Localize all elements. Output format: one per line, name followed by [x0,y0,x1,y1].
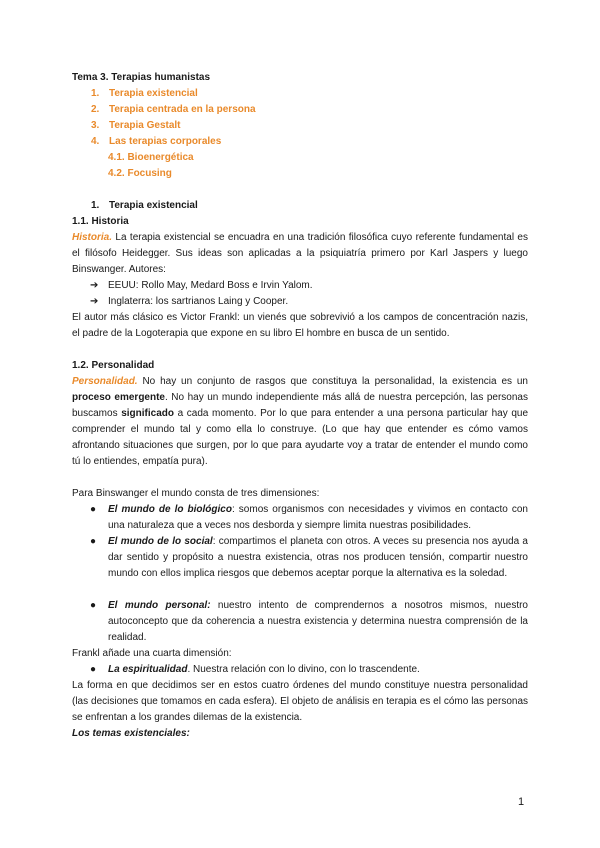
toc-item-4-label: Las terapias corporales [109,136,222,147]
toc-item-4-num: 4. [91,136,100,147]
personalidad-label: Personalidad. [72,376,138,387]
bullet-icon: ● [90,536,97,547]
toc-item-2-label: Terapia centrada en la persona [109,104,256,115]
dimension-personal-term: El mundo personal: [108,600,211,611]
personalidad-text-1: No hay un conjunto de rasgos que constituya la personalidad, la existencia es un [142,376,528,387]
arrow-icon: ➔ [90,280,99,291]
personalidad-text-3: a cada momento. Por lo que para entender a una persona particular hay que comprender el mundo tal y como ella lo construye. (Lo que hay que entender es cómo vamos afrontando situaciones que surgen, por lo que para ayudarte voy a tratar de entender el mundo como tú lo entiendes, empatía pura). [72,408,529,467]
arrow-icon: ➔ [90,296,99,307]
personalidad-text-2: . No hay un mundo independiente más allá de nuestra percepción, las personas buscamos [72,392,528,419]
dimension-personal [108,598,528,646]
bullet-icon: ● [90,664,97,675]
section-heading-title: Terapia existencial [109,200,198,211]
frankl-intro: Frankl añade una cuarta dimensión: [72,648,232,659]
dimension-espiritualidad-term: La espiritualidad [108,664,188,675]
bullet-icon: ● [90,600,97,611]
toc-item-2[interactable] [91,102,256,118]
dimension-social [108,534,528,582]
toc-item-3[interactable] [91,118,181,134]
dimension-social-term: El mundo de lo social [108,536,213,547]
dimension-personal-text: nuestro intento de comprendernos a nosotros mismos, nuestro autoconcepto que da coherencia a nuestra existencia y determina nuestra comprensión de la realidad. [108,600,528,643]
dimension-espiritualidad-text: . Nuestra relación con lo divino, con lo trascendente. [187,664,420,675]
page-number: 1 [518,796,525,808]
dimension-social-text: compartimos el planeta con otros. A veces su presencia nos ayuda a dar sentido y propósito a nuestra existencia, otras nos producen tensión, compartir nuestro mundo con ellos implica riesgos que debemos aceptar porque la alternativa es la soledad. [108,536,528,579]
temas-heading: Los temas existenciales: [72,728,190,739]
frankl-paragraph [72,310,528,342]
toc-item-4[interactable] [91,134,222,150]
significado: significado [121,408,174,419]
dimension-biologico [108,502,528,534]
toc-item-1-num: 1. [91,88,100,99]
binswanger-intro: Para Binswanger el mundo consta de tres dimensiones: [72,488,320,499]
historia-heading: 1.1. Historia [72,216,129,227]
dimension-social-sep: : [212,536,216,547]
dimension-biologico-text: somos organismos con necesidades y vivimos en contacto con una naturaleza que a veces nos desborda y siempre limita nuestras posibilidades. [108,504,528,531]
toc-item-3-num: 3. [91,120,100,131]
proceso-emergente: proceso emergente [72,392,165,403]
historia-bullet-1: EEUU: Rollo May, Medard Boss e Irvin Yalom. [108,280,313,291]
toc-item-1-label: Terapia existencial [109,88,198,99]
doc-title: Tema 3. Terapias humanistas [72,72,211,83]
section-heading [91,198,198,214]
dimension-biologico-term: El mundo de lo biológico [108,504,232,515]
historia-paragraph [72,230,528,278]
closing-text: La forma en que decidimos ser en estos cuatro órdenes del mundo constituye nuestra personalidad (las decisiones que tomamos en cada esfera). El objeto de análisis en terapia es el cómo las personas se enfrentan a los grandes dilemas de la existencia. [72,680,528,723]
toc-item-2-num: 2. [91,104,100,115]
frankl-text: El autor más clásico es Victor Frankl: un vienés que sobrevivió a los campos de concentración nazis, el padre de la Logoterapia que expone en su libro El hombre en busca de un sentido. [72,312,528,339]
historia-label: Historia. [72,232,113,243]
toc-item-3-label: Terapia Gestalt [109,120,181,131]
historia-text: La terapia existencial se encuadra en una tradición filosófica cuyo referente fundamental es el filósofo Heidegger. Sus ideas son aplicadas a la psiquiatría primero por Karl Jaspers y luego Binswanger. Autores: [72,232,528,275]
toc-subitem-2[interactable]: 4.2. Focusing [108,168,172,179]
section-heading-num: 1. [91,200,100,211]
toc-item-1[interactable] [91,86,198,102]
historia-bullet-2: Inglaterra: los sartrianos Laing y Cooper. [108,296,289,307]
bullet-icon: ● [90,504,97,515]
personalidad-heading: 1.2. Personalidad [72,360,155,371]
dimension-biologico-sep: : [231,504,235,515]
personalidad-paragraph [72,374,528,470]
closing-paragraph [72,678,528,726]
toc-subitem-1[interactable]: 4.1. Bioenergética [108,152,194,163]
dimension-espiritualidad [108,662,528,678]
